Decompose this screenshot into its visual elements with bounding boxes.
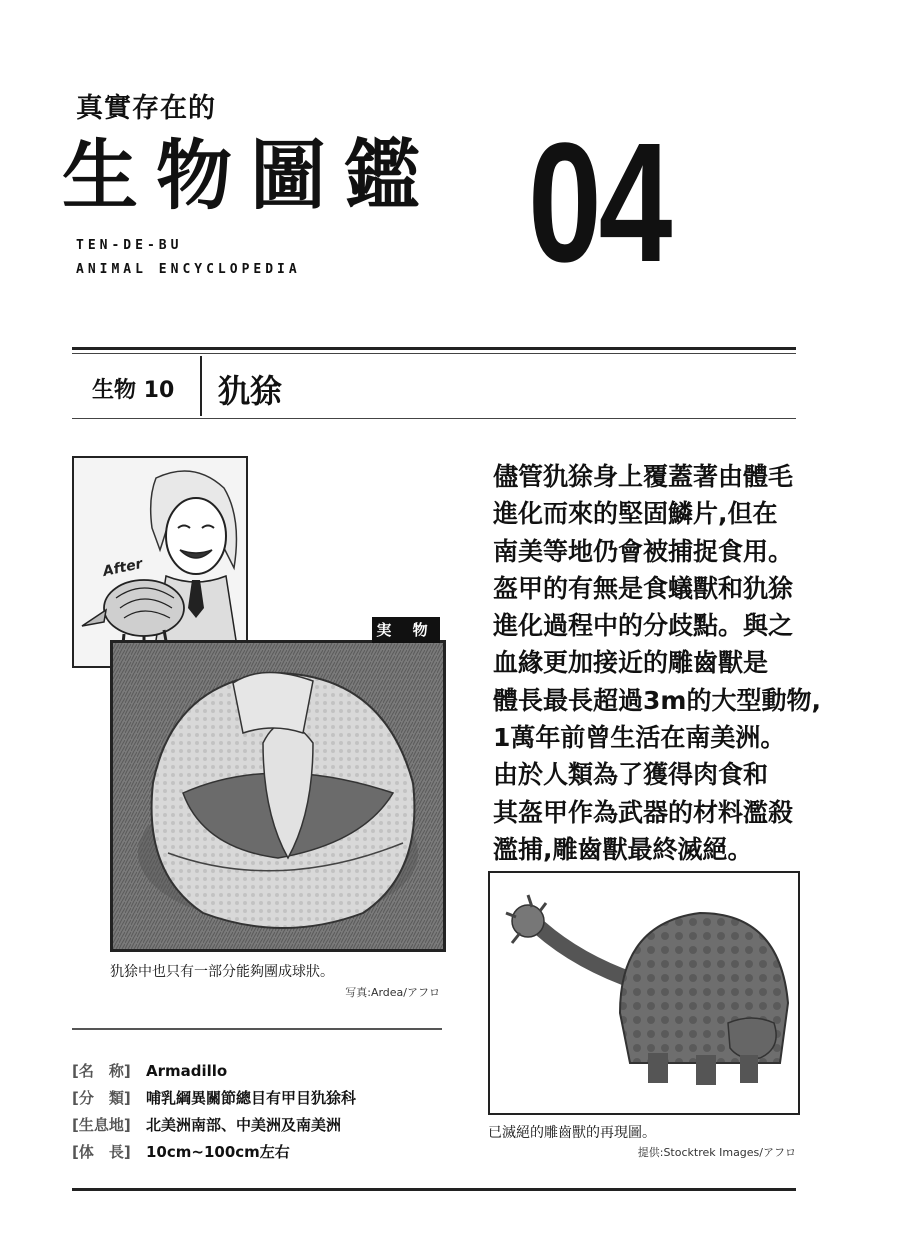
reconstruction-credit: 提供:Stocktrek Images/アフロ	[637, 1146, 796, 1159]
info-row-classification	[72, 1087, 356, 1108]
info-label: [生息地]	[72, 1116, 131, 1134]
photo-tag-real: 実 物	[372, 617, 440, 643]
body-line: 南美等地仍會被捕捉食用。	[493, 536, 794, 566]
info-value: 10cm~100cm左右	[146, 1143, 290, 1161]
info-row-habitat	[72, 1114, 341, 1135]
info-value: 哺乳綱異關節總目有甲目犰狳科	[146, 1089, 357, 1107]
manga-illustration	[74, 458, 246, 666]
title-vertical-divider	[200, 356, 202, 416]
body-line: 血緣更加接近的雕齒獸是	[493, 648, 769, 678]
info-value: Armadillo	[146, 1062, 228, 1080]
info-label: [名 称]	[72, 1062, 131, 1080]
creature-number: 生物 10	[92, 378, 175, 403]
armadillo-photo	[110, 640, 446, 952]
english-subtitle: ANIMAL ENCYCLOPEDIA	[76, 262, 301, 277]
english-series-name: TEN-DE-BU	[76, 238, 183, 253]
creature-name: 犰狳	[218, 372, 283, 410]
body-line: 其盔甲作為武器的材料濫殺	[493, 797, 794, 827]
info-divider	[72, 1028, 442, 1030]
body-text	[493, 458, 853, 868]
photo-caption: 犰狳中也只有一部分能夠團成球狀。	[110, 964, 334, 980]
subtitle: 真實存在的	[76, 93, 216, 124]
bottom-divider	[72, 1188, 796, 1191]
photo-credit: 写真:Ardea/アフロ	[345, 986, 440, 999]
glyptodon-illustration	[490, 873, 798, 1113]
body-line: 濫捕,雕齒獸最終滅絕。	[493, 834, 753, 864]
info-label: [分 類]	[72, 1089, 131, 1107]
body-line: 1萬年前曾生活在南美洲。	[493, 723, 786, 753]
issue-number: 04	[528, 108, 670, 298]
info-row-length	[72, 1141, 290, 1162]
info-value: 北美洲南部、中美洲及南美洲	[146, 1116, 342, 1134]
armadillo-ball-illustration	[113, 643, 443, 949]
body-line: 盔甲的有無是食蟻獸和犰狳	[493, 573, 794, 603]
top-divider-thick	[72, 347, 796, 350]
page-title: 生物圖鑑	[62, 131, 438, 220]
body-line: 進化而來的堅固鱗片,但在	[493, 499, 778, 529]
manga-sfx-text: After	[101, 555, 144, 580]
body-line: 進化過程中的分歧點。與之	[493, 611, 794, 641]
reconstruction-caption: 已滅絕的雕齒獸的再現圖。	[488, 1125, 656, 1141]
title-bottom-divider	[72, 418, 796, 419]
body-line: 體長最長超過3m的大型動物,	[493, 685, 821, 715]
glyptodon-reconstruction	[488, 871, 800, 1115]
manga-panel	[72, 456, 248, 668]
top-divider-thin	[72, 353, 796, 354]
info-row-name	[72, 1060, 227, 1081]
info-label: [体 長]	[72, 1143, 131, 1161]
body-line: 由於人類為了獲得肉食和	[493, 760, 769, 790]
body-line: 儘管犰狳身上覆蓋著由體毛	[493, 462, 794, 491]
